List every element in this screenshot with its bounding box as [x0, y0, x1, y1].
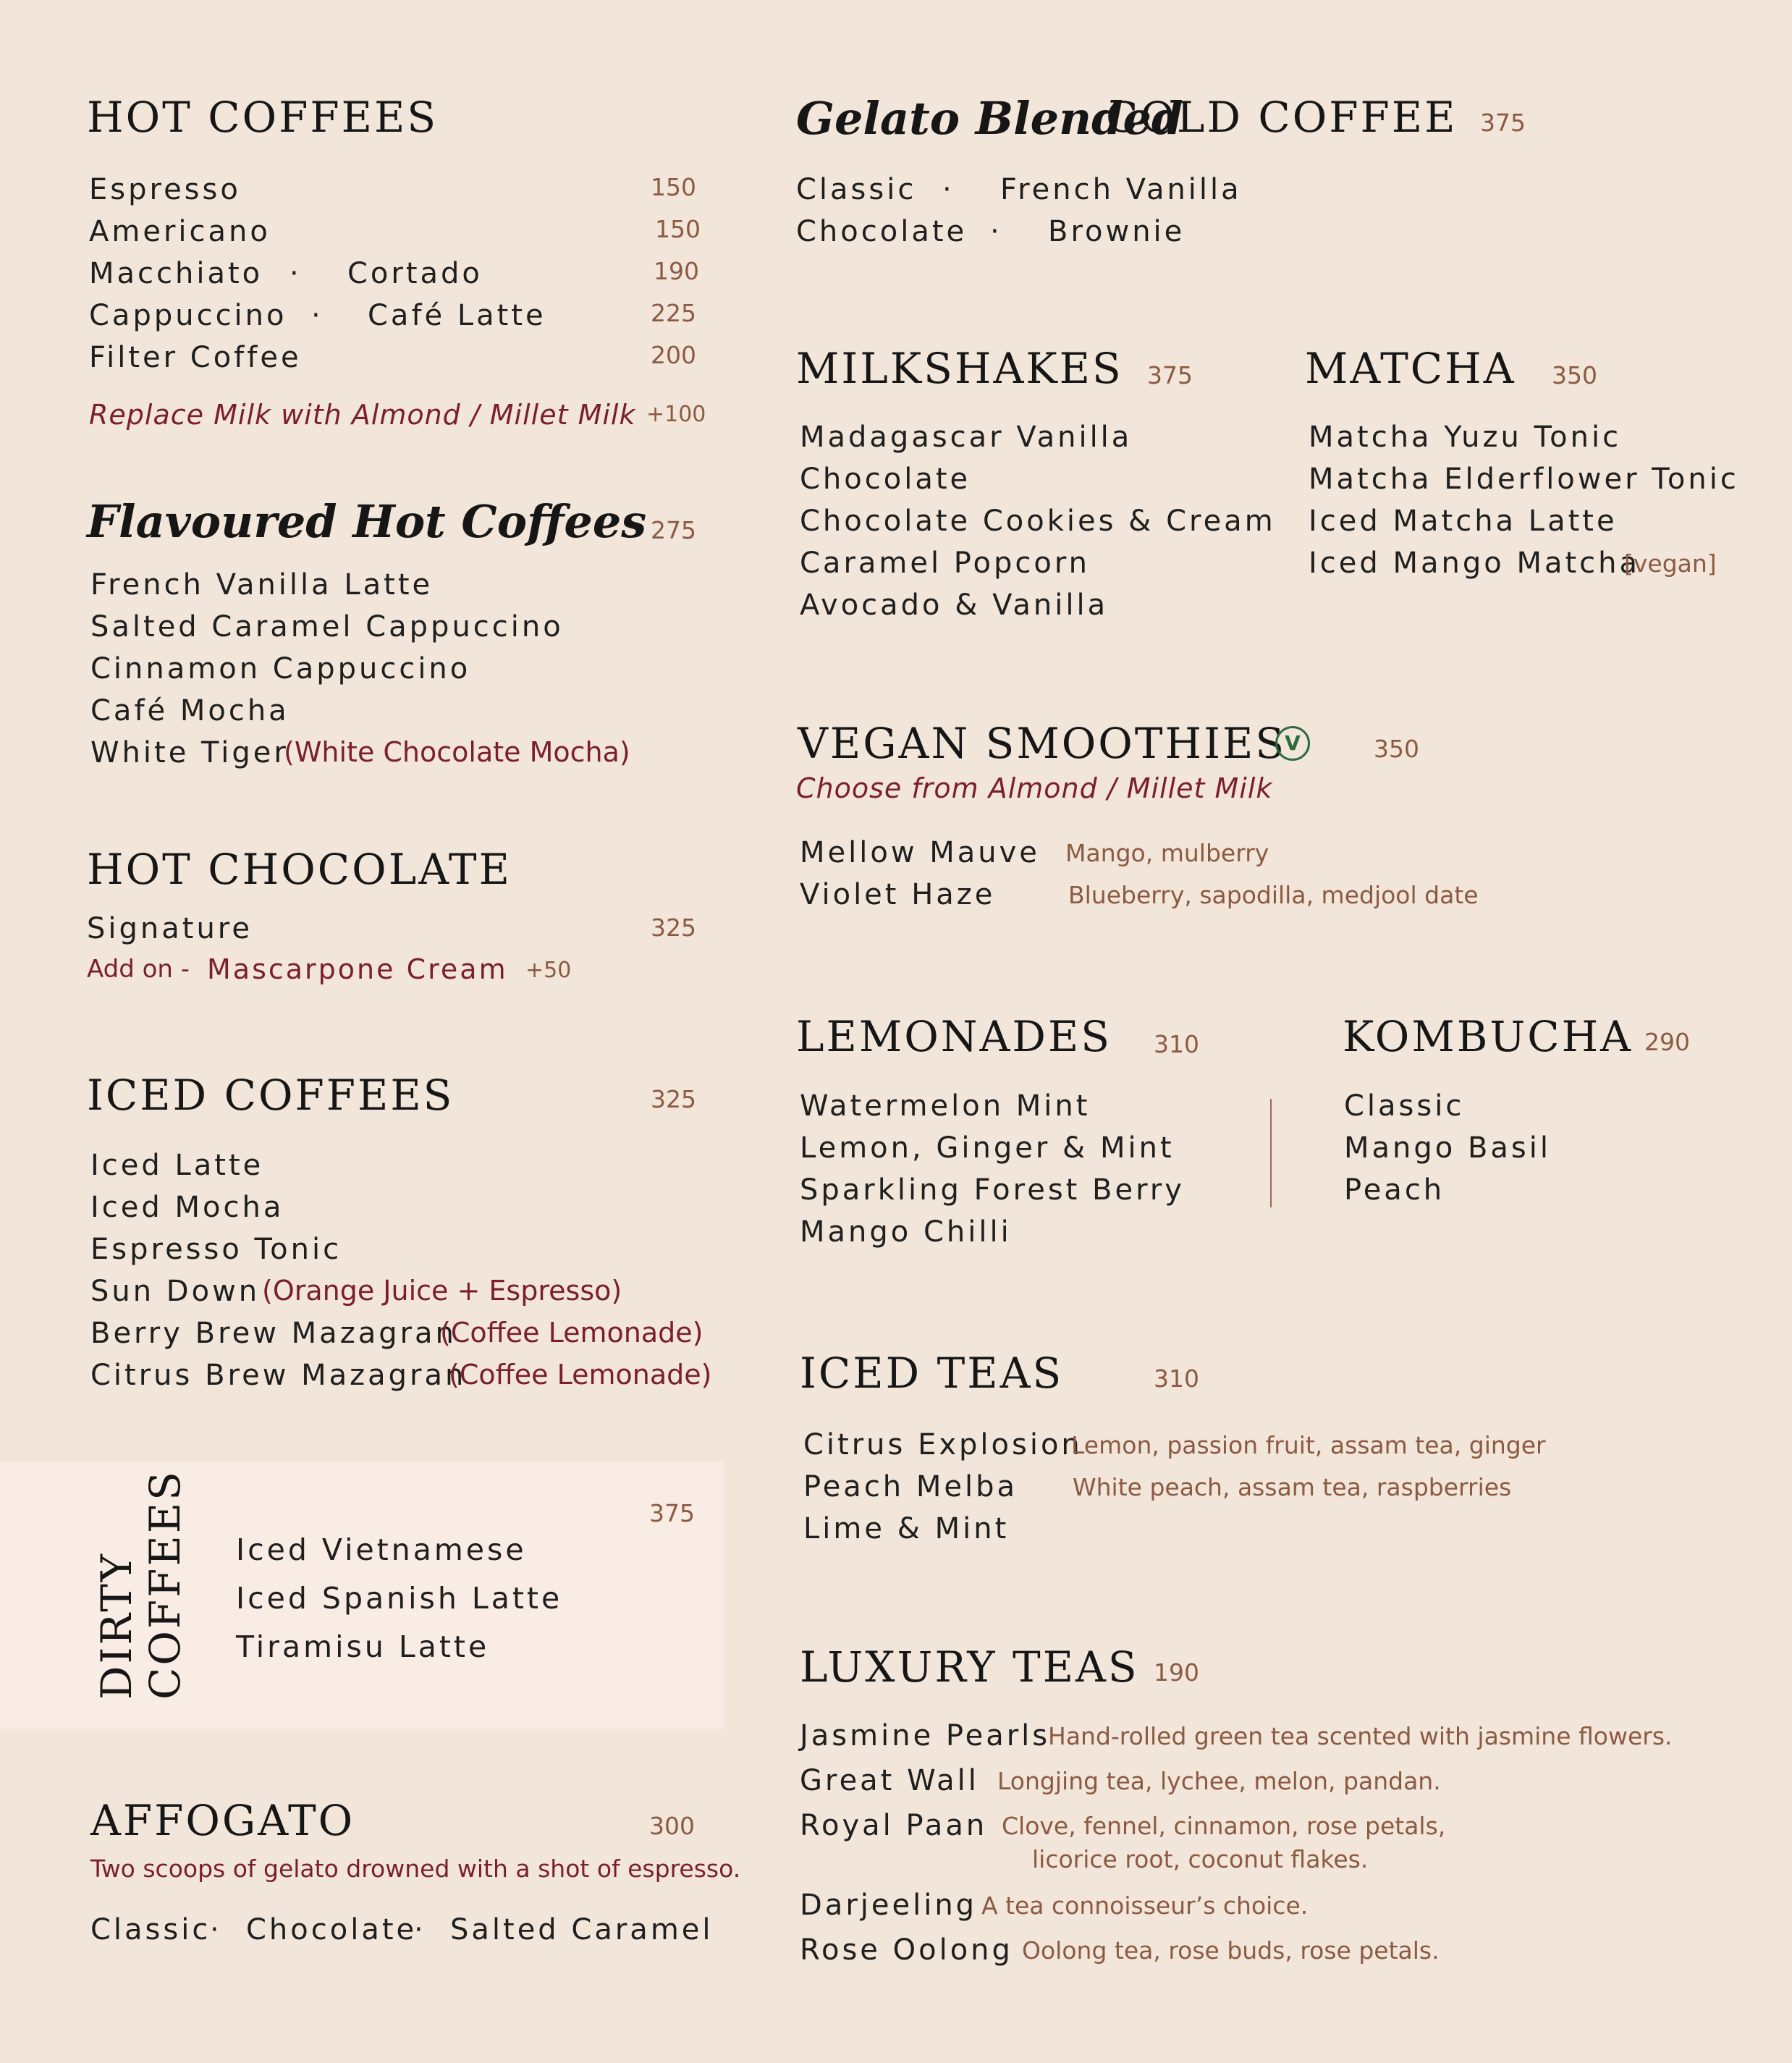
menu-item: Iced Matcha Latte [1309, 505, 1618, 538]
item-description: Lemon, passion fruit, assam tea, ginger [1071, 1431, 1546, 1459]
lemonades-title: LEMONADES [796, 1012, 1112, 1061]
menu-item: Filter Coffee [89, 341, 302, 374]
addon-label: Add on - [87, 955, 190, 984]
menu-item: Café Mocha [90, 694, 289, 727]
vegan-smoothies-subtitle: Choose from Almond / Millet Milk [796, 772, 1273, 804]
menu-item: Darjeeling [800, 1889, 978, 1922]
menu-item: Mellow Mauve [800, 836, 1040, 869]
title-line: DIRTY [92, 1551, 141, 1700]
menu-item: White Tiger [90, 736, 289, 769]
addon-price: +50 [525, 958, 572, 983]
hot-chocolate-title: HOT CHOCOLATE [87, 845, 512, 894]
menu-item: Cinnamon Cappuccino [90, 652, 471, 685]
menu-item: Salted Caramel Cappuccino [90, 610, 564, 644]
item-note: (Coffee Lemonade) [449, 1359, 712, 1391]
affogato-description: Two scoops of gelato drowned with a shot of espresso. [90, 1855, 741, 1883]
item-separator: · [289, 257, 302, 290]
menu-item: Caramel Popcorn [800, 547, 1090, 580]
item-description: A tea connoisseur’s choice. [981, 1891, 1309, 1920]
item-separator: · [942, 173, 955, 206]
menu-item: Avocado & Vanilla [800, 588, 1109, 622]
affogato-title: AFFOGATO [90, 1796, 355, 1845]
section-price: 275 [651, 516, 696, 544]
menu-item: Iced Latte [90, 1149, 264, 1182]
menu-item: Tiramisu Latte [236, 1629, 490, 1664]
menu-item: Rose Oolong [800, 1933, 1013, 1967]
section-price: 350 [1374, 735, 1419, 763]
section-price: 310 [1154, 1364, 1199, 1393]
iced-teas-title: ICED TEAS [800, 1349, 1064, 1398]
menu-item: Chocolate [800, 463, 971, 496]
menu-item: Iced Mocha [90, 1191, 284, 1224]
item-note: (Coffee Lemonade) [440, 1317, 703, 1349]
menu-item: Lime & Mint [803, 1512, 1010, 1545]
item-description: Hand-rolled green tea scented with jasmine flowers. [1048, 1722, 1673, 1750]
menu-item: Chocolate Cookies & Cream [800, 505, 1276, 538]
luxury-teas-title: LUXURY TEAS [800, 1642, 1139, 1692]
item-price: 150 [651, 173, 696, 201]
menu-item: Peach [1344, 1173, 1445, 1207]
kombucha-title: KOMBUCHA [1343, 1012, 1633, 1061]
menu-item: Chocolate [246, 1913, 418, 1946]
item-price: 225 [651, 299, 696, 327]
menu-item: Citrus Explosion [803, 1428, 1083, 1461]
menu-item: Violet Haze [800, 878, 996, 911]
section-price: 190 [1154, 1658, 1199, 1687]
item-description: licorice root, coconut flakes. [1032, 1845, 1369, 1873]
flavoured-title: Flavoured Hot Coffees [87, 495, 647, 548]
menu-item: Cappuccino [89, 299, 287, 332]
menu-item: French Vanilla [1000, 173, 1242, 206]
item-description: White peach, assam tea, raspberries [1073, 1473, 1512, 1501]
section-price: 325 [651, 1085, 696, 1113]
menu-item: Macchiato [89, 257, 263, 290]
menu-item: Lemon, Ginger & Mint [800, 1131, 1175, 1165]
milk-substitute-note: Replace Milk with Almond / Millet Milk [89, 399, 636, 431]
menu-item: Cortado [347, 257, 483, 290]
item-price: 325 [651, 914, 696, 942]
gelato-title: COLD COFFEE [1106, 93, 1458, 142]
section-price: 300 [649, 1812, 695, 1840]
menu-item: Great Wall [800, 1764, 979, 1797]
menu-item: Salted Caramel [450, 1913, 714, 1946]
menu-item: Sun Down [90, 1275, 261, 1308]
iced-coffees-title: ICED COFFEES [87, 1071, 455, 1120]
addon-item: Mascarpone Cream [207, 953, 508, 985]
section-price: 375 [1147, 361, 1193, 389]
hot-coffees-title: HOT COFFEES [87, 93, 439, 142]
item-description: Blueberry, sapodilla, medjool date [1068, 881, 1479, 909]
milkshakes-title: MILKSHAKES [796, 344, 1123, 393]
menu-item: Sparkling Forest Berry [800, 1173, 1185, 1207]
vegan-smoothies-title: VEGAN SMOOTHIES [798, 719, 1287, 768]
vegan-tag: [vegan] [1624, 549, 1717, 578]
menu-item: Peach Melba [803, 1470, 1018, 1503]
menu-item: Classic [90, 1913, 211, 1946]
menu-item: Café Latte [368, 299, 546, 332]
menu-item: Iced Mango Matcha [1309, 547, 1641, 580]
item-separator: · [414, 1913, 426, 1946]
section-price: 290 [1644, 1028, 1690, 1056]
section-price: 375 [649, 1499, 695, 1527]
menu-item: Signature [87, 912, 253, 945]
item-separator: · [210, 1913, 222, 1946]
title-line: COFFEES [140, 1469, 190, 1700]
item-price: 200 [651, 341, 696, 369]
gelato-title-italic: Gelato Blended [796, 92, 1183, 145]
menu-item: Matcha Yuzu Tonic [1309, 421, 1622, 454]
item-description: Clove, fennel, cinnamon, rose petals, [1002, 1812, 1446, 1840]
menu-item: Classic [1344, 1089, 1465, 1123]
menu-item: Madagascar Vanilla [800, 421, 1133, 454]
item-description: Mango, mulberry [1065, 839, 1269, 867]
menu-item: Matcha Elderflower Tonic [1309, 463, 1739, 496]
item-description: Oolong tea, rose buds, rose petals. [1022, 1936, 1440, 1965]
item-price: 150 [655, 215, 701, 243]
menu-item: Mango Basil [1344, 1131, 1551, 1165]
menu-item: Jasmine Pearls [800, 1719, 1051, 1752]
menu-item: Watermelon Mint [800, 1089, 1091, 1123]
menu-item: Espresso Tonic [90, 1233, 342, 1266]
item-price: 190 [654, 257, 699, 285]
menu-item: Chocolate [796, 215, 968, 248]
menu-item: Iced Spanish Latte [236, 1581, 563, 1616]
vegan-badge-icon: V [1275, 726, 1310, 761]
menu-item: Citrus Brew Mazagran [90, 1359, 467, 1392]
section-price: 310 [1154, 1030, 1199, 1058]
menu-item: Royal Paan [800, 1809, 988, 1842]
menu-item: Berry Brew Mazagran [90, 1317, 457, 1350]
column-divider [1270, 1099, 1272, 1207]
menu-item: French Vanilla Latte [90, 568, 434, 602]
dirty-coffees-title [93, 1469, 189, 1700]
section-price: 375 [1480, 109, 1526, 137]
matcha-title: MATCHA [1305, 344, 1516, 393]
item-note: (White Chocolate Mocha) [284, 736, 630, 768]
menu-item: Iced Vietnamese [236, 1532, 527, 1567]
note-price: +100 [646, 402, 706, 427]
menu-item: Classic [796, 173, 917, 206]
menu-item: Mango Chilli [800, 1215, 1012, 1249]
item-note: (Orange Juice + Espresso) [262, 1275, 622, 1307]
menu-item: Americano [89, 215, 271, 248]
menu-item: Espresso [89, 173, 241, 206]
section-price: 350 [1552, 361, 1597, 389]
menu-item: Brownie [1048, 215, 1185, 248]
item-description: Longjing tea, lychee, melon, pandan. [997, 1767, 1441, 1795]
item-separator: · [311, 299, 324, 332]
item-separator: · [990, 215, 1002, 248]
